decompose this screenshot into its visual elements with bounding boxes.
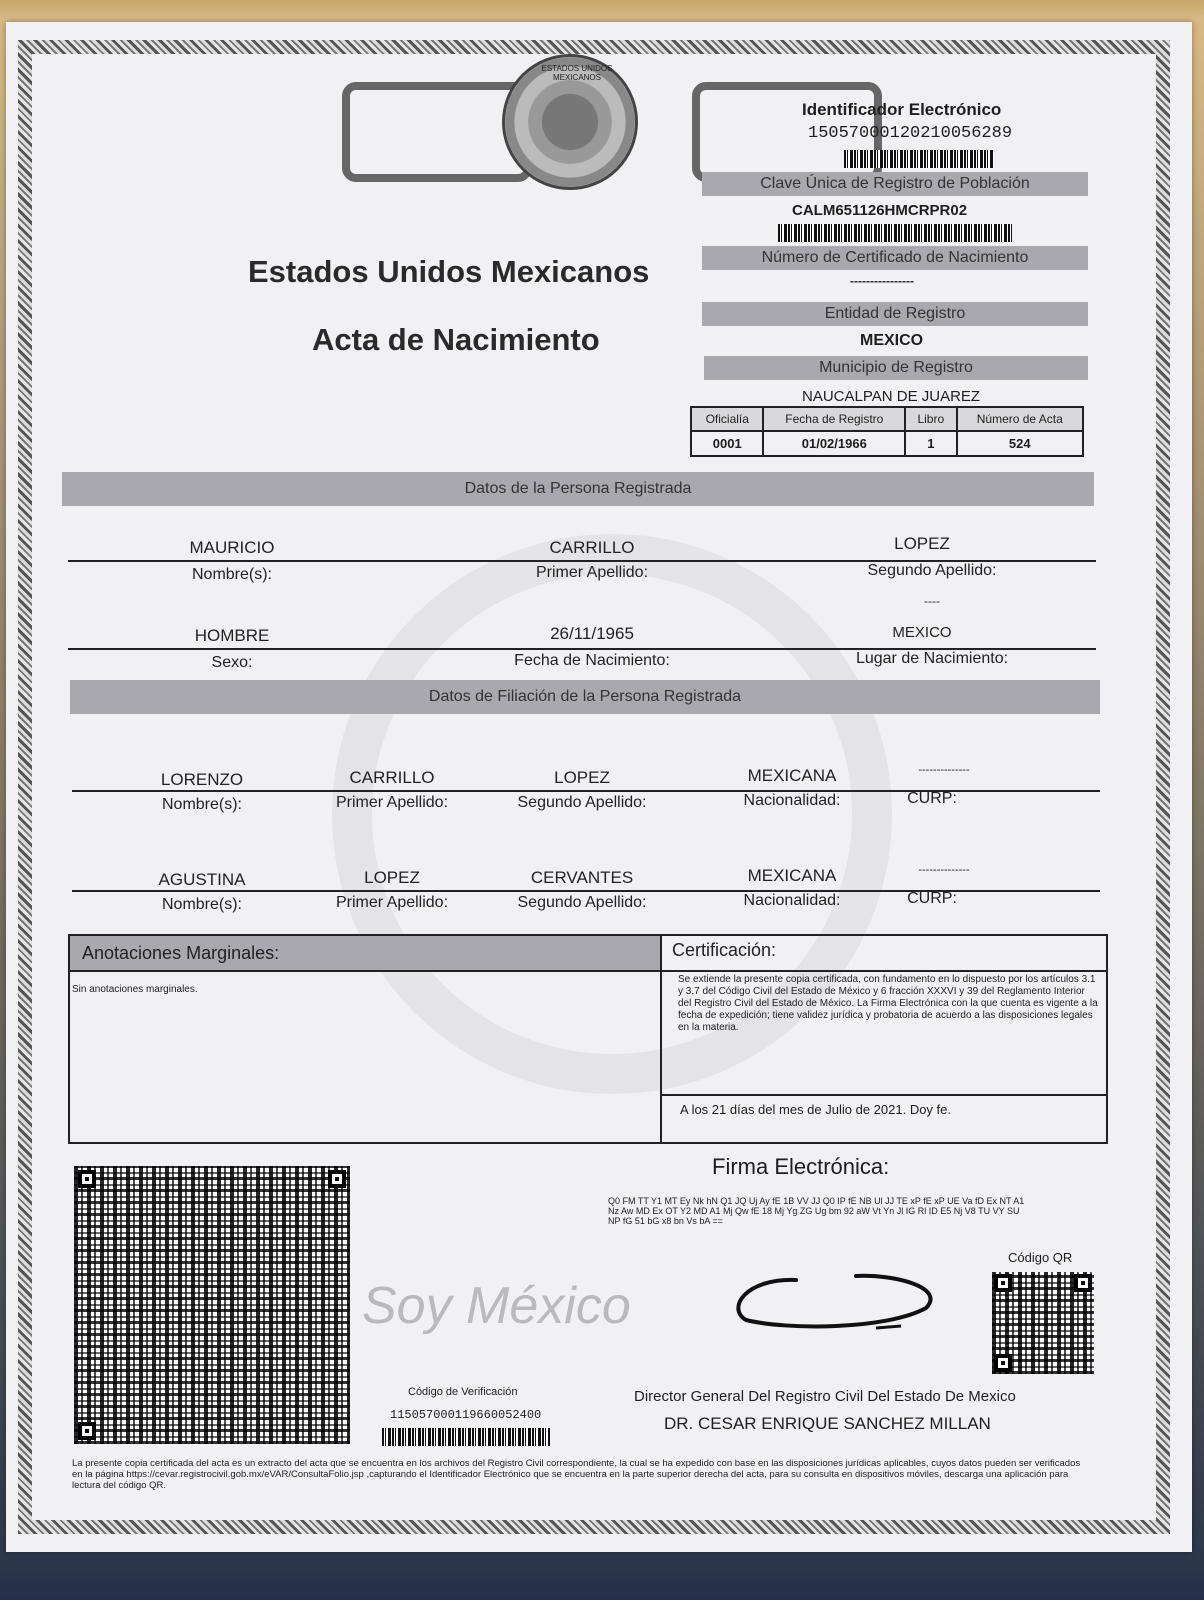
director-title: Director General Del Registro Civil Del Estado De Mexico: [634, 1388, 1016, 1405]
person-sex: HOMBRE: [194, 626, 270, 645]
qr-finder-top-right: [328, 1170, 346, 1188]
qr-code-label: Código QR: [1008, 1250, 1073, 1265]
person-section-title: Datos de la Persona Registrada: [62, 472, 1094, 506]
parent2-curp: --------------: [918, 864, 970, 876]
electronic-id-barcode: [844, 150, 994, 168]
person-surname2: LOPEZ: [894, 534, 950, 553]
certification-text: Se extiende la presente copia certificada, con fundamento en lo dispuesto por los artículos 3.1 y 3.7 del Código Civil del Estado de México y 6 fracción XXXVI y 39 del Reglamento Interior del Registro Civil del Estado de México. La Firma Electrónica con la que cuenta es vigente a la fecha de expedición; tiene validez jurídica y probatoria de acuerdo a las disposiciones legales en la materia.: [678, 974, 1098, 1033]
surname2-label: Segundo Apellido:: [867, 562, 997, 579]
certification-header: [662, 936, 1106, 972]
person-birth-date: 26/11/1965: [550, 624, 634, 643]
parent1-surname2: LOPEZ: [554, 768, 610, 787]
birth-certificate-paper: [6, 22, 1192, 1552]
verification-qr-code: [74, 1166, 350, 1444]
certificate-number-label: Número de Certificado de Nacimiento: [702, 246, 1088, 270]
registry-table: [690, 406, 1084, 457]
parent1-name-label: Nombre(s):: [161, 796, 242, 813]
slogan-watermark: Soy México: [362, 1277, 631, 1335]
parent2-surname1: LOPEZ: [364, 868, 420, 887]
verification-code-label: Código de Verificación: [408, 1386, 518, 1398]
header-oficialia: Oficialía: [691, 407, 763, 431]
person-birth-place: MEXICO: [892, 624, 952, 641]
entity-label: Entidad de Registro: [702, 302, 1088, 326]
parent2-nationality: MEXICANA: [747, 866, 837, 885]
parent2-name-label: Nombre(s):: [161, 896, 242, 913]
handwritten-signature: [726, 1268, 946, 1338]
entity-value: MEXICO: [860, 332, 924, 349]
municipality-value: NAUCALPAN DE JUAREZ: [802, 388, 981, 405]
parent2-nationality-label: Nacionalidad:: [743, 892, 841, 909]
curp-value: CALM651126HMCRPR02: [792, 202, 968, 219]
small-qr-finder-3: [994, 1354, 1012, 1372]
signature-hash: Q0 FM TT Y1 MT Ey Nk hN Q1 JQ Uj Ay fE 1B VV JJ Q0 IP fE NB Ul JJ TE xP fE xP UE Va fD Ex NT A1 Nz Aw MD Ex OT Y2 MD A1 Mj Qw fE 18 Mj Yg ZG Ug bm 92 aW Vt Yn Jl IG Rl ID E5 Nj V8 TU VY SU NP fG 51 bG x8 bn Vs bA ==: [608, 1196, 1025, 1226]
parent2-surname2: CERVANTES: [530, 868, 634, 887]
certificate-number-value: ----------------: [850, 274, 914, 288]
birth-date-label: Fecha de Nacimiento:: [514, 652, 670, 669]
parent2-surname1-label: Primer Apellido:: [335, 894, 449, 911]
municipality-label: Municipio de Registro: [704, 356, 1088, 380]
header-numero-acta: Número de Acta: [957, 407, 1083, 431]
parent1-surname1: CARRILLO: [349, 768, 435, 787]
certification-divider: [662, 1094, 1106, 1096]
small-qr-code: [992, 1272, 1094, 1374]
curp-barcode: [778, 224, 1012, 242]
annotations-text: Sin anotaciones marginales.: [72, 984, 198, 995]
verification-barcode: [382, 1428, 550, 1446]
parent2-name: AGUSTINA: [158, 870, 246, 889]
electronic-id: 15057000120210056289: [808, 124, 1013, 143]
certificate-body: [32, 54, 1156, 1520]
parent2-surname2-label: Segundo Apellido:: [517, 894, 647, 911]
value-libro: 1: [905, 431, 956, 456]
registry-table-row: [691, 431, 1083, 456]
annotations-header: [70, 936, 660, 972]
value-numero-acta: 524: [957, 431, 1083, 456]
sex-label: Sexo:: [211, 654, 253, 671]
annotations-title: Anotaciones Marginales:: [82, 943, 280, 963]
first-name-label: Nombre(s):: [191, 566, 272, 583]
filiation-section-title: Datos de Filiación de la Persona Registrada: [70, 680, 1100, 714]
seal-text: ESTADOS UNIDOS MEXICANOS: [541, 64, 613, 82]
legal-footer: La presente copia certificada del acta es un extracto del acta que se encuentra en los archivos del Registro Civil correspondiente, la cual se ha expedido con base en las disposiciones jurídicas aplicables, cuyos datos pueden ser verificados en la página https://cevar.registrocivil.gob.mx/eVAR/ConsultaFolio.jsp ,capturando el Identificador Electrónico que se encuentra en la parte superior derecha del acta, para su consulta en dispositivos móviles, descarga una aplicación para lectura del código QR.: [72, 1458, 1081, 1491]
curp-label: Clave Única de Registro de Población: [702, 172, 1088, 196]
country-title: Estados Unidos Mexicanos: [248, 254, 650, 289]
birth-place-label: Lugar de Nacimiento:: [855, 650, 1009, 667]
parent1-name: LORENZO: [160, 770, 244, 789]
certification-date-line: A los 21 días del mes de Julio de 2021. Doy fe.: [680, 1102, 952, 1117]
certification-title: Certificación:: [672, 940, 777, 960]
registry-table-header: [691, 407, 1083, 431]
parent1-surname2-label: Segundo Apellido:: [517, 794, 647, 811]
header-fecha-registro: Fecha de Registro: [763, 407, 905, 431]
small-qr-finder-2: [1074, 1274, 1092, 1292]
parent1-curp: --------------: [918, 764, 970, 776]
person-surname1: CARRILLO: [549, 538, 635, 557]
value-fecha-registro: 01/02/1966: [763, 431, 905, 456]
small-qr-finder-1: [994, 1274, 1012, 1292]
electronic-id-label: Identificador Electrónico: [802, 100, 1002, 119]
parent2-curp-label: CURP:: [907, 890, 957, 907]
qr-finder-bottom-left: [78, 1422, 96, 1440]
verification-code: 115057000119660052400: [390, 1408, 542, 1422]
parent1-surname1-label: Primer Apellido:: [335, 794, 449, 811]
surname1-label: Primer Apellido:: [535, 564, 649, 581]
header-libro: Libro: [905, 407, 956, 431]
director-name: DR. CESAR ENRIQUE SANCHEZ MILLAN: [664, 1414, 991, 1433]
parent1-curp-label: CURP:: [907, 790, 957, 807]
parent1-nationality-label: Nacionalidad:: [743, 792, 841, 809]
qr-finder-top-left: [78, 1170, 96, 1188]
parent1-nationality: MEXICANA: [747, 766, 837, 785]
document-title: Acta de Nacimiento: [312, 322, 600, 357]
electronic-signature-title: Firma Electrónica:: [712, 1154, 890, 1179]
person-dash: ----: [924, 594, 940, 608]
person-first-name: MAURICIO: [189, 538, 275, 557]
value-oficialia: 0001: [691, 431, 763, 456]
